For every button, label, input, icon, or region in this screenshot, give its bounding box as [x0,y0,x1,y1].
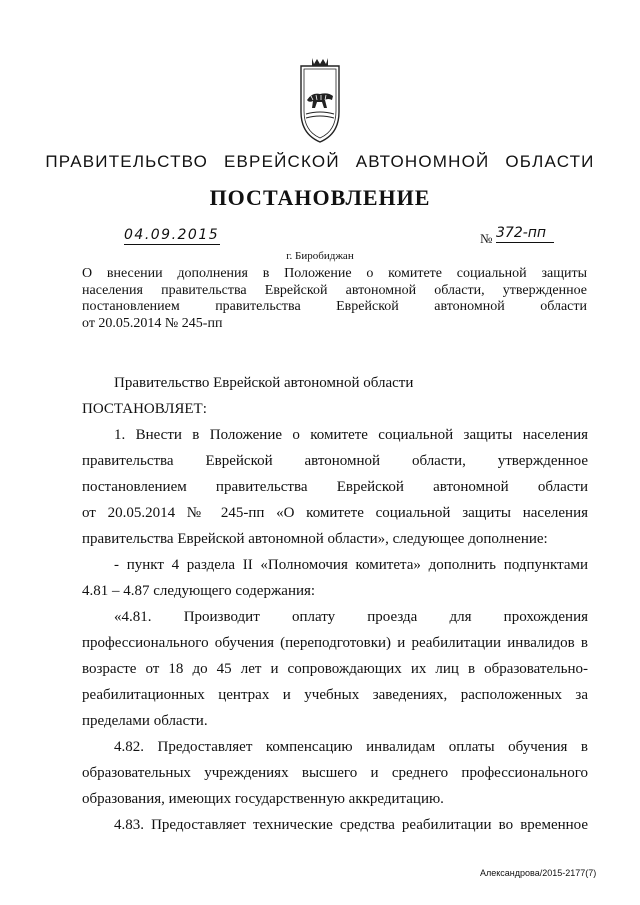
document-number: 372-пп [496,225,554,243]
body-line: 1. Внести в Положение о комитете социальной защиты населения [114,427,588,443]
government-name: ПРАВИТЕЛЬСТВО ЕВРЕЙСКОЙ АВТОНОМНОЙ ОБЛАСТИ [45,152,595,171]
body-line: правительства Еврейской автономной области», следующее дополнение: [82,531,548,547]
body-line: ПОСТАНОВЛЯЕТ: [82,401,207,417]
body-line: 4.82. Предоставляет компенсацию инвалидам оплаты обучения в [114,739,588,755]
document-date: 04.09.2015 [124,227,220,243]
body-line: от 20.05.2014 № 245-пп «О комитете социальной защиты населения [82,505,588,521]
document-type: ПОСТАНОВЛЕНИЕ [209,185,431,210]
coat-of-arms-emblem [298,56,342,146]
title-line: населения правительства Еврейской автономной области, утвержденное [82,282,587,298]
title-line: О внесении дополнения в Положение о комитете социальной защиты [82,266,587,281]
body-line: возрасте от 18 до 45 лет и сопровождающих их лиц в образовательно- [82,661,588,677]
body-line: 4.81 – 4.87 следующего содержания: [82,583,316,599]
city: г. Биробиджан [286,250,354,262]
body-line: правительства Еврейской автономной области, утвержденное [82,453,588,469]
document-title [82,266,587,332]
body-line: пределами области. [82,713,208,729]
body-line: реабилитационных центрах и учебных заведениях, расположенных за [82,687,588,703]
body-line: постановлением правительства Еврейской автономной области [82,479,588,495]
body-line: образования, имеющих государственную аккредитацию. [82,791,444,807]
footer-code: Александрова/2015-2177(7) [480,868,597,878]
number-prefix: № [480,231,493,246]
body-line: «4.81. Производит оплату проезда для прохождения [114,609,588,625]
body-line: 4.83. Предоставляет технические средства реабилитации во временное [114,817,588,833]
document-body [82,370,588,838]
title-line: от 20.05.2014 № 245-пп [82,315,223,331]
body-line: - пункт 4 раздела II «Полномочия комитета» дополнить подпунктами [114,557,588,573]
body-line: образовательных учреждениях высшего и среднего профессионального [82,765,588,781]
title-line: постановлением правительства Еврейской автономной области [82,299,587,314]
body-line: Правительство Еврейской автономной области [114,375,414,391]
body-line: профессионального обучения (переподготовки) и реабилитации инвалидов в [82,635,588,651]
